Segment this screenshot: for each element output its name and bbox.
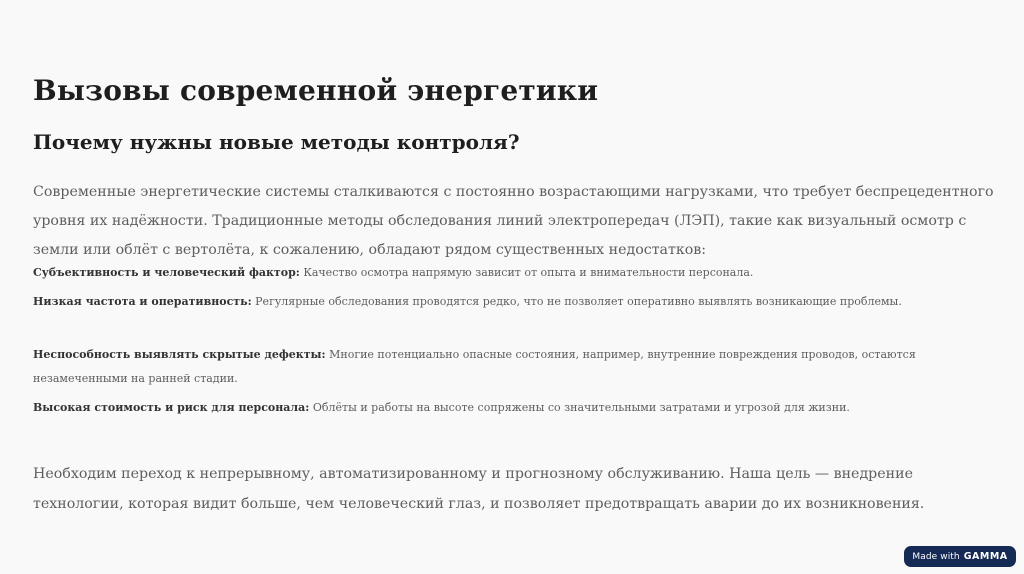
problem-item bbox=[33, 290, 968, 314]
made-with-gamma-badge[interactable] bbox=[904, 546, 1016, 567]
slide-title: Вызовы современной энергетики bbox=[33, 74, 599, 107]
problem-item-text: Облёты и работы на высоте сопряжены со значительными затратами и угрозой для жизни. bbox=[309, 401, 850, 414]
problem-item-lead: Низкая частота и оперативность: bbox=[33, 295, 252, 308]
problem-item-text: Многие потенциально опасные состояния, например, внутренние повреждения проводов, остаются незамеченными на ранней стадии. bbox=[33, 348, 916, 385]
problem-item-text: Качество осмотра напрямую зависит от опыта и внимательности персонала. bbox=[299, 266, 754, 279]
problem-item-text: Регулярные обследования проводятся редко, что не позволяет оперативно выявлять возникающие проблемы. bbox=[251, 295, 902, 308]
problem-item bbox=[33, 396, 968, 420]
slide-subtitle: Почему нужны новые методы контроля? bbox=[33, 130, 520, 154]
problem-item bbox=[33, 261, 968, 285]
problem-item-lead: Высокая стоимость и риск для персонала: bbox=[33, 401, 310, 414]
intro-paragraph: Современные энергетические системы сталкиваются с постоянно возрастающими нагрузками, что требует беспрецедентного уровня их надёжности. Традиционные методы обследования линий электропередач (ЛЭП), такие как визуальный осмотр с земли или облёт с вертолёта, к сожалению, обладают рядом существенных недостатков: bbox=[33, 184, 994, 258]
problem-item bbox=[33, 343, 968, 391]
problem-item-lead: Неспособность выявлять скрытые дефекты: bbox=[33, 348, 326, 361]
problem-item-lead: Субъективность и человеческий фактор: bbox=[33, 266, 300, 279]
gamma-logo: GAMMA bbox=[963, 551, 1008, 562]
conclusion-paragraph: Необходим переход к непрерывному, автоматизированному и прогнозному обслуживанию. Наша цель — внедрение технологии, которая видит больше, чем человеческий глаз, и позволяет предотвращать аварии до их возникновения. bbox=[33, 466, 925, 512]
badge-text: Made with bbox=[912, 551, 960, 562]
